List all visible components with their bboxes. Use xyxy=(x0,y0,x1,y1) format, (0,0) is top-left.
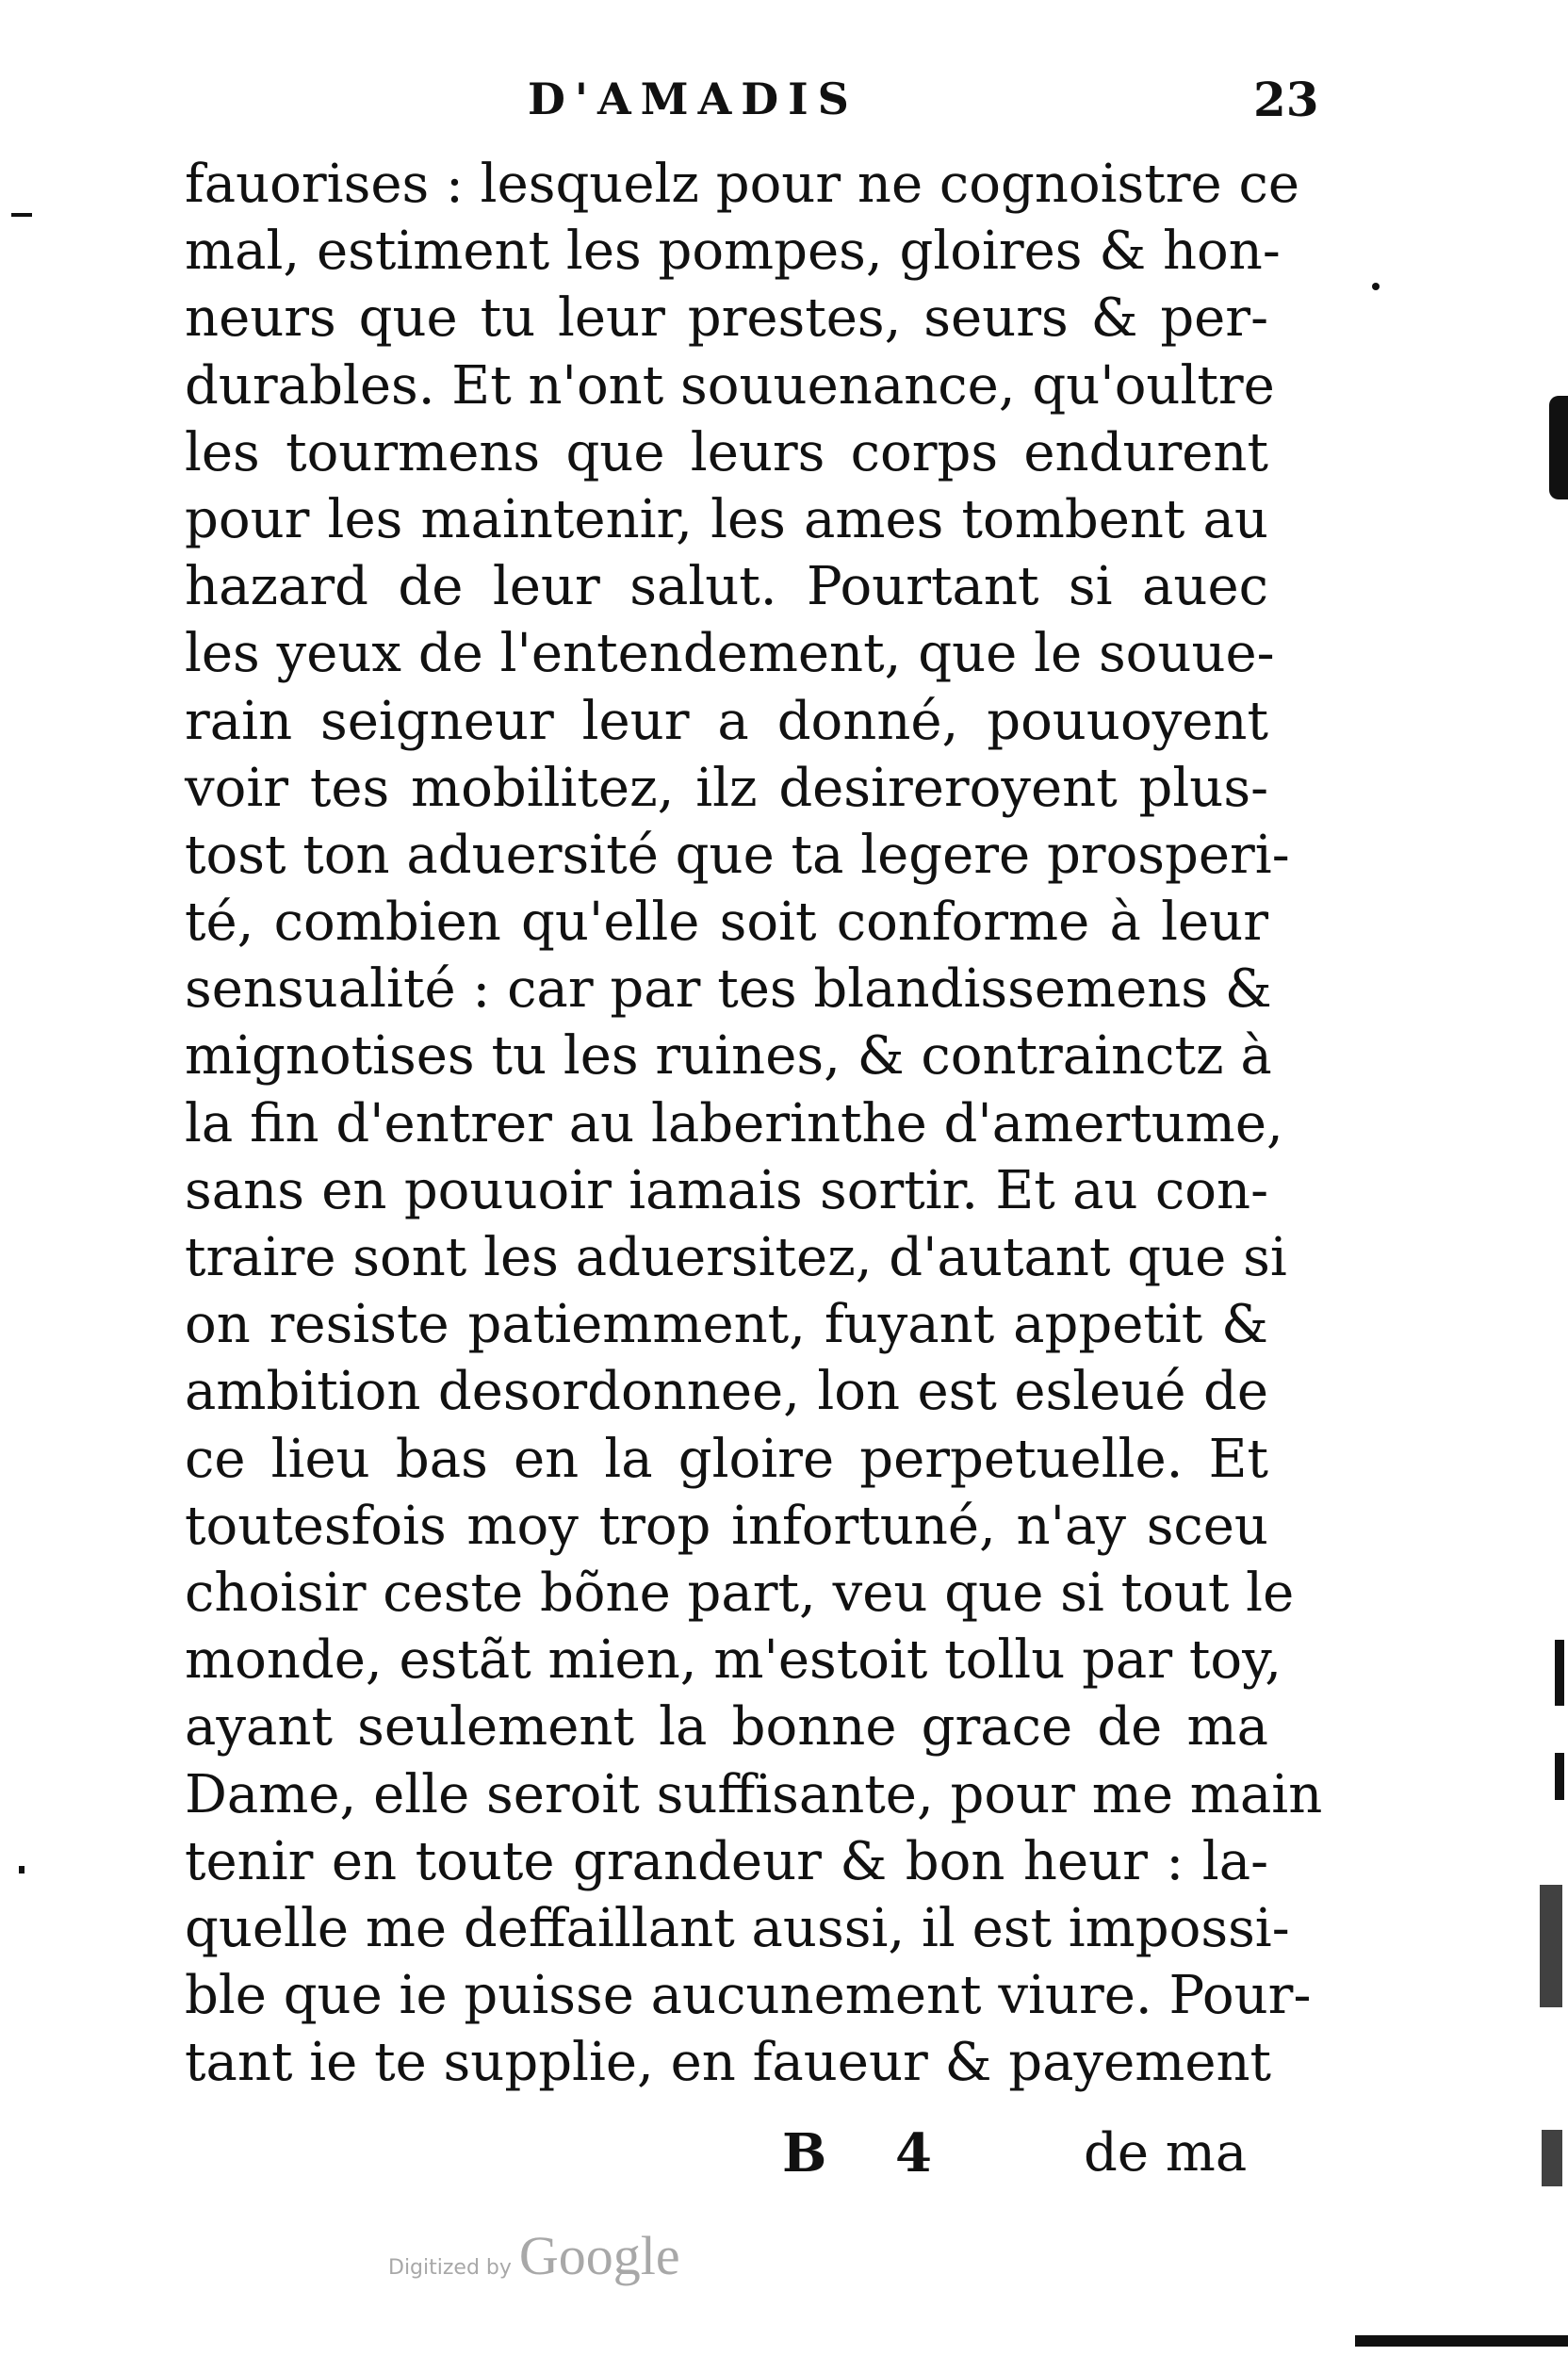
scan-artifact-mark xyxy=(1372,283,1380,290)
text-line: sensualité : car par tes blandissemens & xyxy=(185,958,1272,1021)
scan-artifact-bar xyxy=(1355,2335,1568,2347)
text-line: quelle me deffaillant aussi, il est impossi- xyxy=(185,1897,1290,1959)
text-line: monde, estãt mien, m'estoit tollu par toy, xyxy=(185,1629,1282,1692)
text-line: té, combien qu'elle soit conforme à leur xyxy=(185,892,1268,954)
text-line: rain seigneur leur a donné, pouuoyent xyxy=(185,690,1268,752)
scan-artifact-mark xyxy=(1555,1640,1564,1706)
text-line: la fin d'entrer au laberinthe d'amertume, xyxy=(185,1092,1283,1154)
scan-artifact-mark xyxy=(11,213,32,217)
text-line: ambition desordonnee, lon est esleué de xyxy=(185,1361,1268,1423)
digitized-watermark xyxy=(388,2224,680,2287)
body-text xyxy=(185,151,1323,2096)
signature-mark: B xyxy=(782,2122,827,2184)
running-title: D'AMADIS xyxy=(528,74,858,124)
text-line: les yeux de l'entendement, que le souue- xyxy=(185,623,1275,685)
text-line: Dame, elle seroit suffisante, pour me main xyxy=(185,1763,1323,1825)
text-line: toutesfois moy trop infortuné, n'ay sceu xyxy=(185,1495,1268,1557)
page-number: 23 xyxy=(1253,72,1319,127)
text-line: ce lieu bas en la gloire perpetuelle. Et xyxy=(185,1428,1268,1490)
text-line: traire sont les aduersitez, d'autant que si xyxy=(185,1227,1287,1288)
text-line: pour les maintenir, les ames tombent au xyxy=(185,488,1268,550)
text-line: les tourmens que leurs corps endurent xyxy=(185,421,1268,483)
text-line: fauorises : lesquelz pour ne cognoistre ce xyxy=(185,154,1299,215)
text-line: tant ie te supplie, en faueur & payement xyxy=(185,2032,1272,2094)
watermark-prefix: Digitized by xyxy=(388,2256,512,2280)
scan-artifact-mark xyxy=(1555,1753,1564,1800)
text-line: neurs que tu leur prestes, seurs & per- xyxy=(185,287,1268,350)
scan-artifact-mark xyxy=(19,1866,24,1873)
text-line: mal, estiment les pompes, gloires & hon- xyxy=(185,221,1281,283)
text-line: durables. Et n'ont souuenance, qu'oultre xyxy=(185,354,1275,417)
google-logo: Google xyxy=(518,2225,680,2286)
text-line: tost ton aduersité que ta legere prosperi- xyxy=(185,824,1290,886)
text-line: hazard de leur salut. Pourtant si auec xyxy=(185,556,1268,618)
text-line: ayant seulement la bonne grace de ma xyxy=(185,1696,1268,1759)
text-line: sans en pouuoir iamais sortir. Et au con- xyxy=(185,1159,1268,1221)
text-line: choisir ceste bõne part, veu que si tout le xyxy=(185,1562,1295,1624)
text-line: voir tes mobilitez, ilz desireroyent plus- xyxy=(185,757,1268,819)
text-line: tenir en toute grandeur & bon heur : la- xyxy=(185,1830,1268,1892)
scan-artifact-mark xyxy=(1540,1885,1562,2007)
text-line: mignotises tu les ruines, & contrainctz à xyxy=(185,1025,1272,1088)
text-line: ble que ie puisse aucunement viure. Pour- xyxy=(185,1965,1312,2027)
text-line: on resiste patiemment, fuyant appetit & xyxy=(185,1294,1268,1356)
scan-artifact-mark xyxy=(1549,396,1568,499)
signature-number: 4 xyxy=(895,2122,932,2184)
catchword: de ma xyxy=(1084,2122,1248,2184)
scan-artifact-mark xyxy=(1542,2130,1562,2186)
